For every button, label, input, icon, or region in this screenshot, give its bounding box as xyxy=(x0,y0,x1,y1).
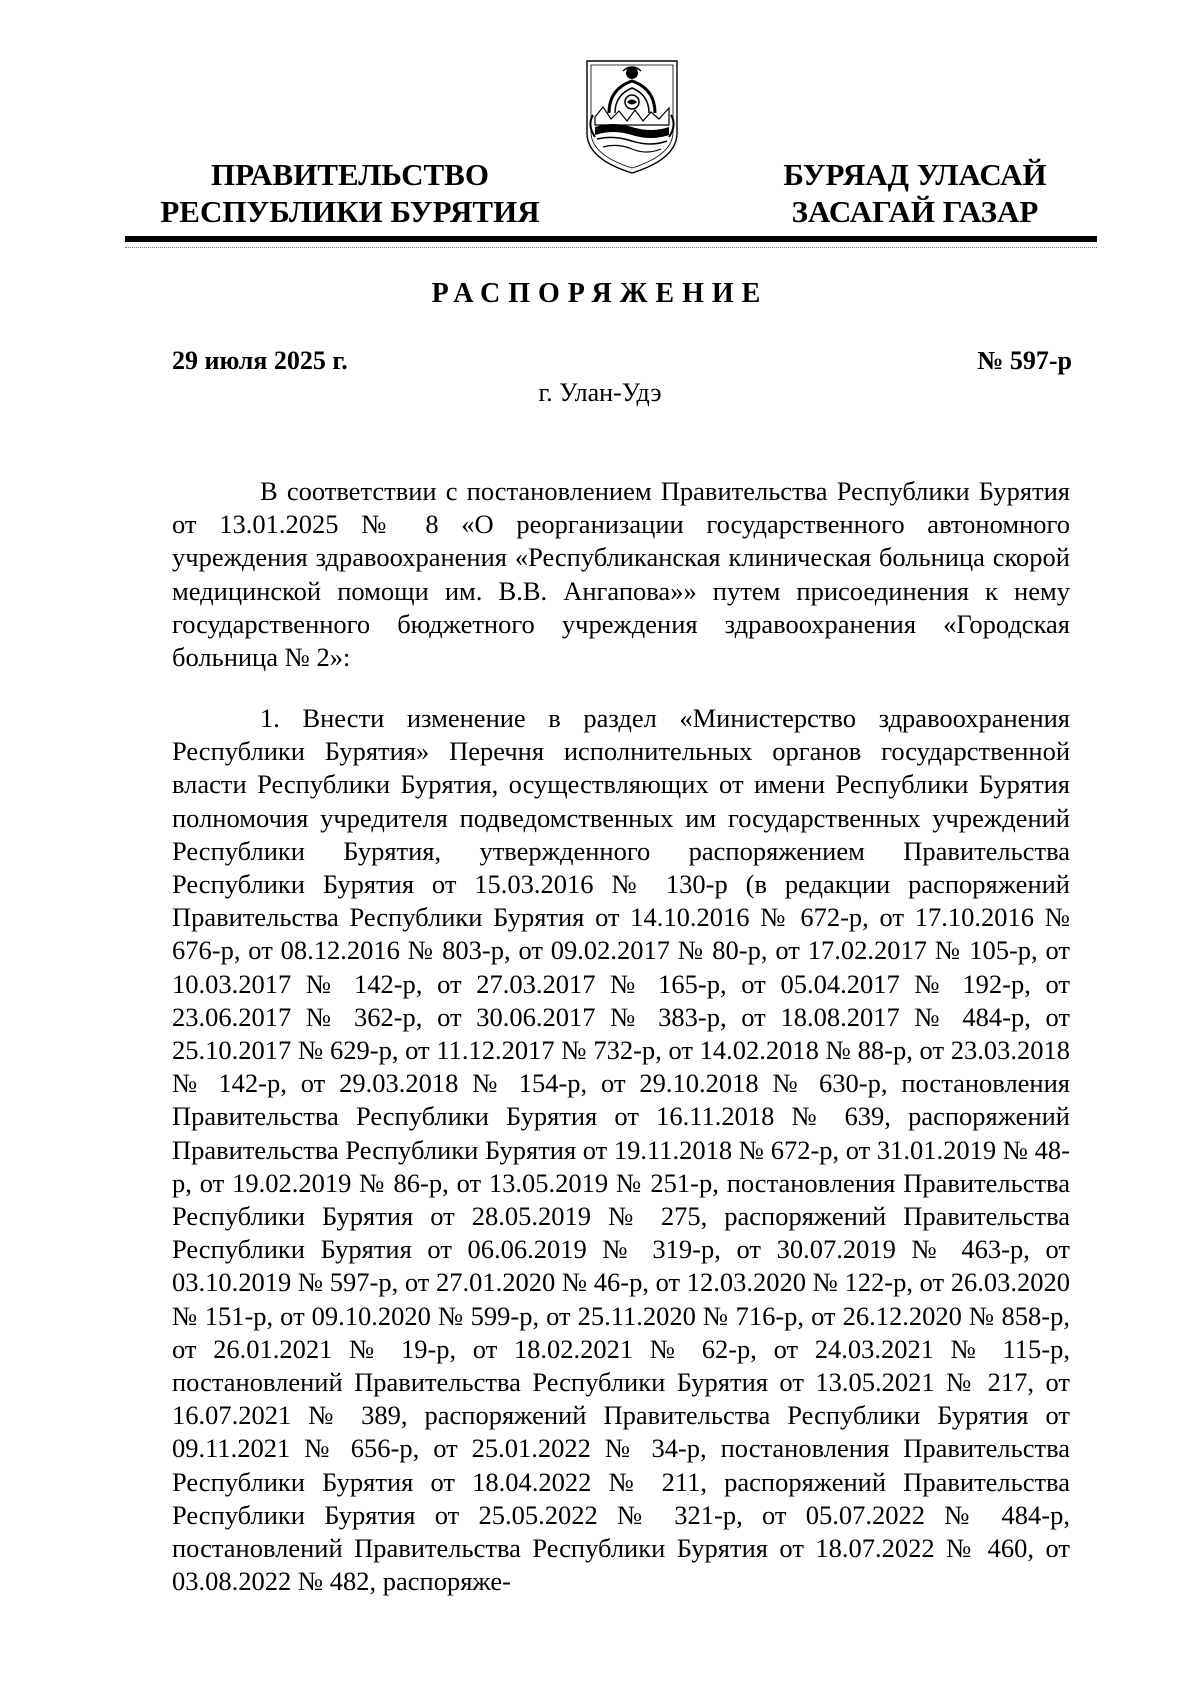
document-date: 29 июля 2025 г. xyxy=(172,346,348,375)
body-paragraph-2-container xyxy=(172,702,1070,1598)
header-left xyxy=(160,156,540,230)
header-left-line1: ПРАВИТЕЛЬСТВО xyxy=(211,157,489,192)
header-divider-thin xyxy=(125,247,1097,249)
body-paragraph-1: В соответствии с постановлением Правительства Республики Бурятия от 13.01.2025 № 8 «О реорганизации государственного автономного учреждения здравоохранения «Республиканская клиническая больница скорой медицинской помощи им. В.В. Ангапова»» путем присоединения к нему государственного бюджетного учреждения здравоохранения «Городская больница № 2»: xyxy=(172,476,1070,673)
body-paragraph-1-container xyxy=(172,475,1070,674)
header-left-line2: РЕСПУБЛИКИ БУРЯТИЯ xyxy=(160,194,540,229)
header-right-line2: ЗАСАГАЙ ГАЗАР xyxy=(791,194,1039,229)
coat-of-arms-icon xyxy=(583,55,681,175)
body-paragraph-2: 1. Внести изменение в раздел «Министерство здравоохранения Республики Бурятия» Перечня исполнительных органов государственной власти Республики Бурятия, осуществляющих от имени Республики Бурятия полномочия учредителя подведомственных им государственных учреждений Республики Бурятия, утвержденного распоряжением Правительства Республики Бурятия от 15.03.2016 № 130-р (в редакции распоряжений Правительства Республики Бурятия от 14.10.2016 № 672-р, от 17.10.2016 № 676-р, от 08.12.2016 № 803-р, от 09.02.2017 № 80-р, от 17.02.2017 № 105-р, от 10.03.2017 № 142-р, от 27.03.2017 № 165-р, от 05.04.2017 № 192-р, от 23.06.2017 № 362-р, от 30.06.2017 № 383-р, от 18.08.2017 № 484-р, от 25.10.2017 № 629-р, от 11.12.2017 № 732-р, от 14.02.2018 № 88-р, от 23.03.2018 № 142-р, от 29.03.2018 № 154-р, от 29.10.2018 № 630-р, постановления Правительства Республики Бурятия от 16.11.2018 № 639, распоряжений Правительства Республики Бурятия от 19.11.2018 № 672-р, от 31.01.2019 № 48-р, от 19.02.2019 № 86-р, от 13.05.2019 № 251-р, постановления Правительства Республики Бурятия от 28.05.2019 № 275, распоряжений Правительства Республики Бурятия от 06.06.2019 № 319-р, от 30.07.2019 № 463-р, от 03.10.2019 № 597-р, от 27.01.2020 № 46-р, от 12.03.2020 № 122-р, от 26.03.2020 № 151-р, от 09.10.2020 № 599-р, от 25.11.2020 № 716-р, от 26.12.2020 № 858-р, от 26.01.2021 № 19-р, от 18.02.2021 № 62-р, от 24.03.2021 № 115-р, постановлений Правительства Республики Бурятия от 13.05.2021 № 217, от 16.07.2021 № 389, распоряжений Правительства Республики Бурятия от 09.11.2021 № 656-р, от 25.01.2022 № 34-р, постановления Правительства Республики Бурятия от 18.04.2022 № 211, распоряжений Правительства Республики Бурятия от 25.05.2022 № 321-р, от 05.07.2022 № 484-р, постановлений Правительства Республики Бурятия от 18.07.2022 № 460, от 03.08.2022 № 482, распоряже- xyxy=(172,703,1070,1597)
header-divider-thick xyxy=(125,236,1097,242)
document-title: РАСПОРЯЖЕНИЕ xyxy=(431,278,769,309)
header-right-line1: БУРЯАД УЛАСАЙ xyxy=(783,157,1047,192)
header-right xyxy=(780,156,1050,230)
document-number: № 597-р xyxy=(977,346,1072,375)
document-city: г. Улан-Удэ xyxy=(538,378,662,407)
